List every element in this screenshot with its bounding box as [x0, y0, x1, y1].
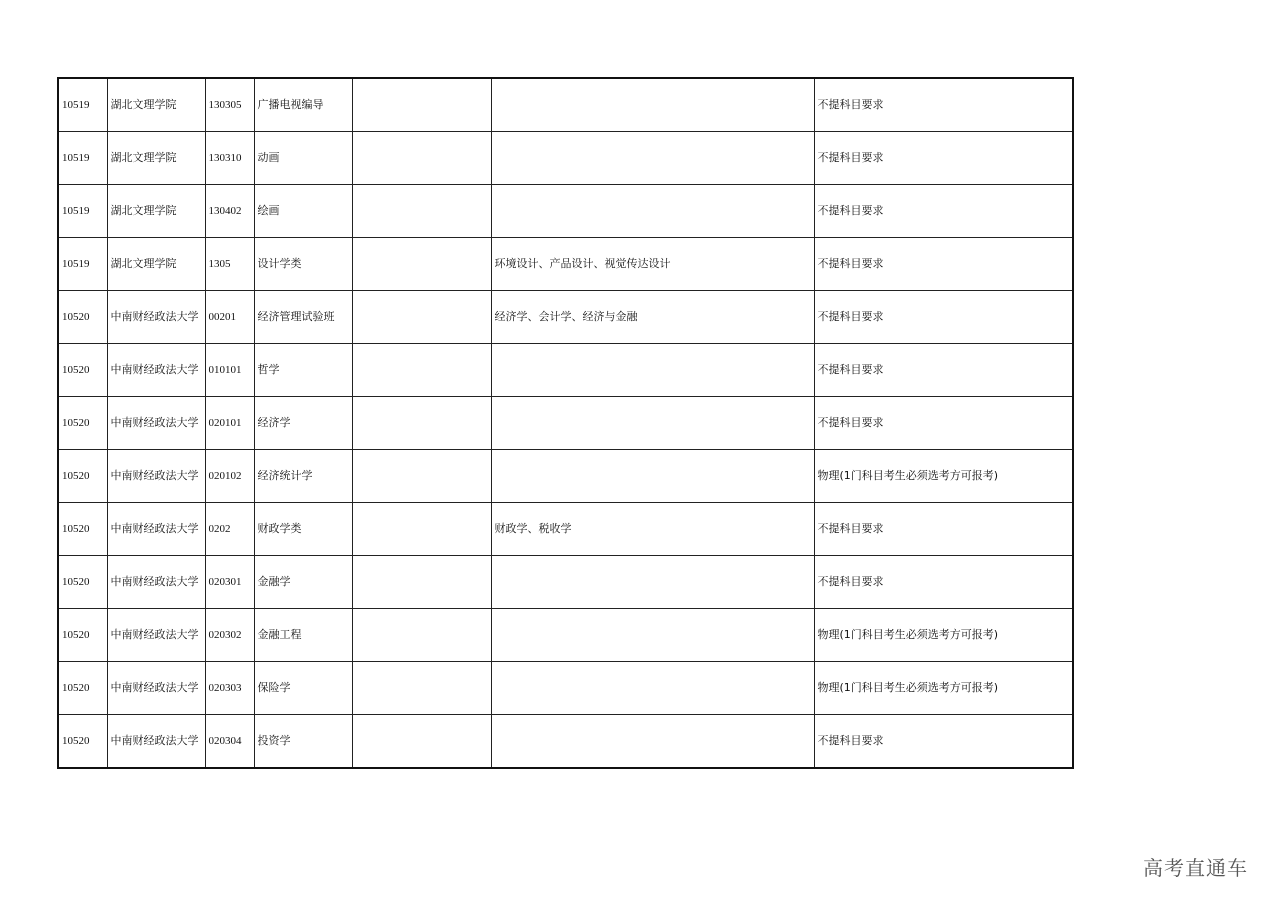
included-majors-cell	[491, 78, 814, 132]
major-code-cell: 020101	[205, 397, 254, 450]
major-name-cell: 经济统计学	[254, 450, 352, 503]
subject-requirement-cell: 不提科目要求	[814, 503, 1073, 556]
major-code-cell: 020102	[205, 450, 254, 503]
level-cell	[352, 503, 491, 556]
included-majors-cell	[491, 185, 814, 238]
included-majors-cell	[491, 450, 814, 503]
level-cell	[352, 556, 491, 609]
major-name-cell: 金融学	[254, 556, 352, 609]
major-code-cell: 020303	[205, 662, 254, 715]
subject-requirement-cell: 不提科目要求	[814, 344, 1073, 397]
level-cell	[352, 662, 491, 715]
included-majors-cell: 经济学、会计学、经济与金融	[491, 291, 814, 344]
table-row	[58, 344, 1073, 397]
level-cell	[352, 238, 491, 291]
school-name-cell: 中南财经政法大学	[107, 556, 205, 609]
table-row	[58, 132, 1073, 185]
school-code-cell: 10520	[58, 662, 107, 715]
school-code-cell: 10520	[58, 609, 107, 662]
included-majors-cell	[491, 397, 814, 450]
school-name-cell: 中南财经政法大学	[107, 344, 205, 397]
school-code-cell: 10520	[58, 397, 107, 450]
school-code-cell: 10519	[58, 78, 107, 132]
major-name-cell: 保险学	[254, 662, 352, 715]
table-body	[58, 78, 1073, 768]
subject-requirement-cell: 不提科目要求	[814, 132, 1073, 185]
major-name-cell: 绘画	[254, 185, 352, 238]
included-majors-cell	[491, 132, 814, 185]
subject-requirement-cell: 物理(1门科目考生必须选考方可报考)	[814, 450, 1073, 503]
table-row	[58, 662, 1073, 715]
school-name-cell: 湖北文理学院	[107, 132, 205, 185]
school-name-cell: 湖北文理学院	[107, 185, 205, 238]
subject-requirement-cell: 不提科目要求	[814, 291, 1073, 344]
major-code-cell: 1305	[205, 238, 254, 291]
school-code-cell: 10519	[58, 185, 107, 238]
major-name-cell: 经济管理试验班	[254, 291, 352, 344]
school-code-cell: 10520	[58, 503, 107, 556]
level-cell	[352, 397, 491, 450]
major-code-cell: 020304	[205, 715, 254, 769]
school-name-cell: 中南财经政法大学	[107, 291, 205, 344]
included-majors-cell	[491, 344, 814, 397]
school-code-cell: 10520	[58, 715, 107, 769]
major-name-cell: 动画	[254, 132, 352, 185]
included-majors-cell	[491, 715, 814, 769]
table-row	[58, 78, 1073, 132]
major-code-cell: 130305	[205, 78, 254, 132]
school-code-cell: 10520	[58, 344, 107, 397]
major-code-cell: 020301	[205, 556, 254, 609]
included-majors-cell	[491, 609, 814, 662]
school-name-cell: 中南财经政法大学	[107, 503, 205, 556]
subject-requirement-cell: 不提科目要求	[814, 397, 1073, 450]
subject-requirement-cell: 不提科目要求	[814, 238, 1073, 291]
school-code-cell: 10519	[58, 132, 107, 185]
table-row	[58, 185, 1073, 238]
subject-requirement-cell: 物理(1门科目考生必须选考方可报考)	[814, 662, 1073, 715]
school-name-cell: 中南财经政法大学	[107, 450, 205, 503]
level-cell	[352, 609, 491, 662]
included-majors-cell	[491, 556, 814, 609]
table-row	[58, 291, 1073, 344]
table-row	[58, 238, 1073, 291]
table-row	[58, 609, 1073, 662]
level-cell	[352, 291, 491, 344]
major-code-cell: 0202	[205, 503, 254, 556]
major-name-cell: 设计学类	[254, 238, 352, 291]
school-name-cell: 湖北文理学院	[107, 78, 205, 132]
school-name-cell: 湖北文理学院	[107, 238, 205, 291]
level-cell	[352, 450, 491, 503]
major-name-cell: 经济学	[254, 397, 352, 450]
major-name-cell: 投资学	[254, 715, 352, 769]
subject-requirement-cell: 不提科目要求	[814, 556, 1073, 609]
school-code-cell: 10519	[58, 238, 107, 291]
school-code-cell: 10520	[58, 291, 107, 344]
table-row	[58, 556, 1073, 609]
table-row	[58, 397, 1073, 450]
level-cell	[352, 78, 491, 132]
level-cell	[352, 185, 491, 238]
included-majors-cell	[491, 662, 814, 715]
major-name-cell: 财政学类	[254, 503, 352, 556]
subject-requirements-table	[57, 77, 1074, 769]
major-code-cell: 010101	[205, 344, 254, 397]
table-row	[58, 715, 1073, 769]
level-cell	[352, 344, 491, 397]
major-name-cell: 哲学	[254, 344, 352, 397]
school-code-cell: 10520	[58, 450, 107, 503]
subject-requirement-cell: 不提科目要求	[814, 715, 1073, 769]
major-code-cell: 00201	[205, 291, 254, 344]
included-majors-cell: 环境设计、产品设计、视觉传达设计	[491, 238, 814, 291]
table-row	[58, 503, 1073, 556]
major-code-cell: 020302	[205, 609, 254, 662]
watermark-text: 高考直通车	[1143, 856, 1248, 880]
subject-requirement-cell: 不提科目要求	[814, 185, 1073, 238]
school-code-cell: 10520	[58, 556, 107, 609]
subject-requirement-cell: 物理(1门科目考生必须选考方可报考)	[814, 609, 1073, 662]
major-code-cell: 130310	[205, 132, 254, 185]
school-name-cell: 中南财经政法大学	[107, 662, 205, 715]
school-name-cell: 中南财经政法大学	[107, 609, 205, 662]
included-majors-cell: 财政学、税收学	[491, 503, 814, 556]
level-cell	[352, 132, 491, 185]
major-name-cell: 金融工程	[254, 609, 352, 662]
table-row	[58, 450, 1073, 503]
school-name-cell: 中南财经政法大学	[107, 715, 205, 769]
subject-requirement-cell: 不提科目要求	[814, 78, 1073, 132]
major-name-cell: 广播电视编导	[254, 78, 352, 132]
school-name-cell: 中南财经政法大学	[107, 397, 205, 450]
level-cell	[352, 715, 491, 769]
major-code-cell: 130402	[205, 185, 254, 238]
